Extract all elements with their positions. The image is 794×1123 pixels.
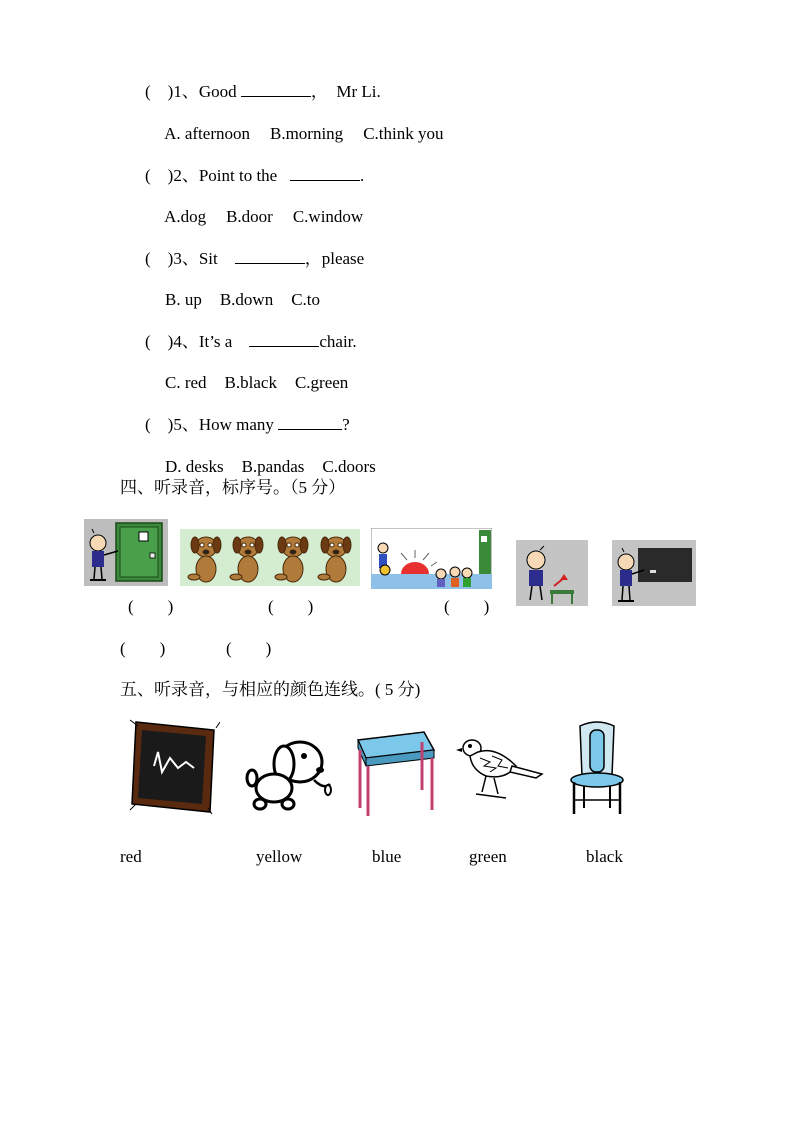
option-c: C.green: [294, 373, 349, 392]
question-number: 5、: [173, 415, 199, 434]
section-5-title: 五、听录音，与相应的颜色连线。( 5 分): [120, 680, 421, 699]
answer-paren[interactable]: ( ): [145, 82, 174, 101]
question-text-after: ， Mr Li.: [310, 82, 381, 101]
girl-chair-picture: [516, 540, 588, 606]
option-c: C.to: [291, 290, 321, 309]
section-4-title: 四、听录音，标序号。（5 分）: [120, 478, 346, 497]
question-text-after: .: [359, 166, 365, 185]
fill-blank[interactable]: [235, 249, 305, 264]
answer-paren-pic-1[interactable]: ( ): [128, 597, 174, 616]
fill-blank[interactable]: [241, 82, 311, 97]
answer-paren-pic-2[interactable]: ( ): [268, 597, 314, 616]
question-text-after: ，please: [304, 249, 365, 268]
chair-picture: [566, 720, 628, 816]
option-a: C. red: [165, 373, 207, 392]
question-number: 2、: [173, 166, 199, 185]
question-text-before: Point to the: [198, 166, 290, 185]
option-c: C.think you: [363, 124, 444, 143]
option-a: A. afternoon: [164, 124, 250, 143]
option-a: D. desks: [165, 457, 224, 476]
question-text-before: Sit: [198, 249, 235, 268]
table-picture: [352, 728, 436, 818]
girl-door-picture: [84, 519, 168, 586]
option-c: C.window: [292, 207, 364, 226]
bird-picture: [456, 732, 544, 808]
fill-blank[interactable]: [249, 332, 319, 347]
option-b: B.morning: [269, 124, 344, 143]
fill-blank[interactable]: [290, 166, 360, 181]
color-label-black: black: [586, 847, 623, 866]
question-text-before: How many: [198, 415, 279, 434]
four-dogs-picture: [180, 529, 360, 586]
color-label-green: green: [469, 847, 507, 866]
option-b: B.black: [224, 373, 277, 392]
blackboard-picture: [128, 718, 220, 816]
answer-paren[interactable]: ( ): [145, 332, 174, 351]
answer-paren[interactable]: ( ): [145, 249, 174, 268]
option-b: B.pandas: [241, 457, 305, 476]
color-label-blue: blue: [372, 847, 402, 866]
fill-blank[interactable]: [278, 415, 342, 430]
answer-paren[interactable]: ( ): [145, 415, 174, 434]
girl-blackboard-picture: [612, 540, 696, 606]
answer-paren[interactable]: ( ): [145, 166, 174, 185]
question-text-before: Good: [198, 82, 241, 101]
color-label-red: red: [120, 847, 142, 866]
answer-paren-pic-5[interactable]: ( ): [226, 639, 272, 658]
question-number: 4、: [173, 332, 199, 351]
option-a: B. up: [165, 290, 202, 309]
color-label-yellow: yellow: [256, 847, 303, 866]
question-text-after: chair.: [319, 332, 357, 351]
dog-picture: [244, 732, 340, 812]
question-text-before: It’s a: [198, 332, 250, 351]
answer-paren-pic-4[interactable]: ( ): [120, 639, 166, 658]
question-number: 1、: [173, 82, 199, 101]
option-b: B.door: [226, 207, 273, 226]
option-a: A.dog: [164, 207, 207, 226]
question-number: 3、: [173, 249, 199, 268]
answer-paren-pic-3[interactable]: ( ): [444, 597, 490, 616]
option-b: B.down: [219, 290, 274, 309]
question-text-after: ?: [342, 415, 350, 434]
option-c: C.doors: [322, 457, 376, 476]
classroom-picture: [371, 528, 492, 589]
